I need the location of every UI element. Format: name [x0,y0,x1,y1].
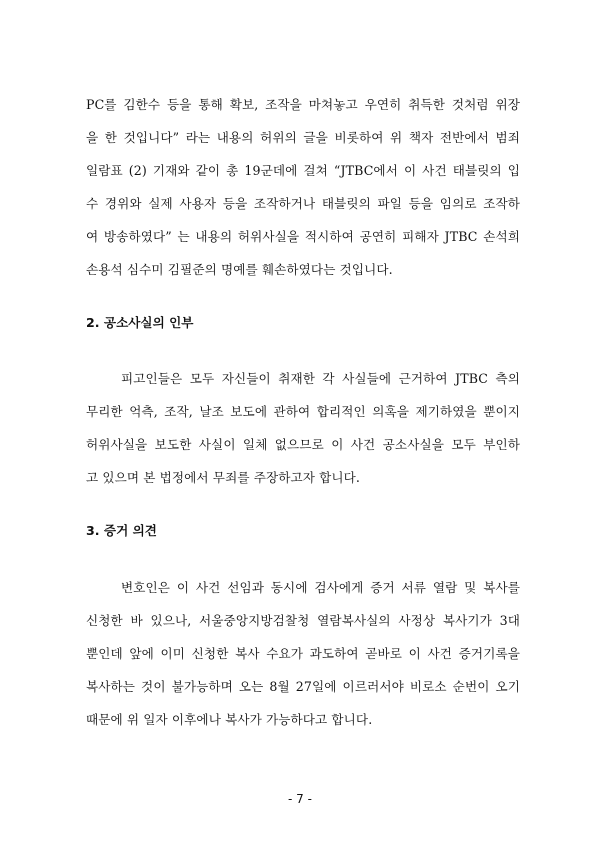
paragraph-1-line-3: 일람표 (2) 기재와 같이 총 19군데에 걸쳐 “JTBC에서 이 사건 태블릿의 입 [86,163,520,178]
paragraph-1-line-2: 을 한 것입니다” 라는 내용의 허위의 글을 비롯하여 위 책자 전반에서 범죄 [86,130,520,145]
section-3-line-3: 뿐인데 앞에 이미 신청한 복사 수요가 과도하여 곧바로 이 사건 증거기록을 [86,646,520,661]
section-3-line-1: 변호인은 이 사건 선임과 동시에 검사에게 증거 서류 열람 및 복사를 [121,580,520,595]
section-3-line-2: 신청한 바 있으나, 서울중앙지방검찰청 열람복사실의 사정상 복사기가 3대 [86,613,520,628]
paragraph-1-line-1: PC를 김한수 등을 통해 확보, 조작을 마쳐놓고 우연히 취득한 것처럼 위장 [86,97,520,112]
section-2-line-1: 피고인들은 모두 자신들이 취재한 각 사실들에 근거하여 JTBC 측의 [121,371,520,386]
section-3-line-4: 복사하는 것이 불가능하며 오는 8월 27일에 이르러서야 비로소 순번이 오기 [86,679,520,694]
section-3-heading: 3. 증거 의견 [86,523,157,538]
section-2-line-3: 허위사실을 보도한 사실이 일체 없으므로 이 사건 공소사실을 모두 부인하 [86,437,520,452]
section-2-heading: 2. 공소사실의 인부 [86,315,194,330]
paragraph-1-line-5: 여 방송하였다” 는 내용의 허위사실을 적시하여 공연히 피해자 JTBC 손석희 [86,229,520,244]
page-number: - 7 - [288,792,312,806]
section-3-line-5: 때문에 위 일자 이후에나 복사가 가능하다고 합니다. [86,712,373,727]
paragraph-1-line-4: 수 경위와 실제 사용자 등을 조작하거나 태블릿의 파일 등을 임의로 조작하 [86,196,520,211]
section-2-line-4: 고 있으며 본 법정에서 무죄를 주장하고자 합니다. [86,470,361,485]
paragraph-1-line-6: 손용석 심수미 김필준의 명예를 훼손하였다는 것입니다. [86,262,393,277]
section-2-line-2: 무리한 억측, 조작, 날조 보도에 관하여 합리적인 의혹을 제기하였을 뿐이지 [86,404,520,419]
